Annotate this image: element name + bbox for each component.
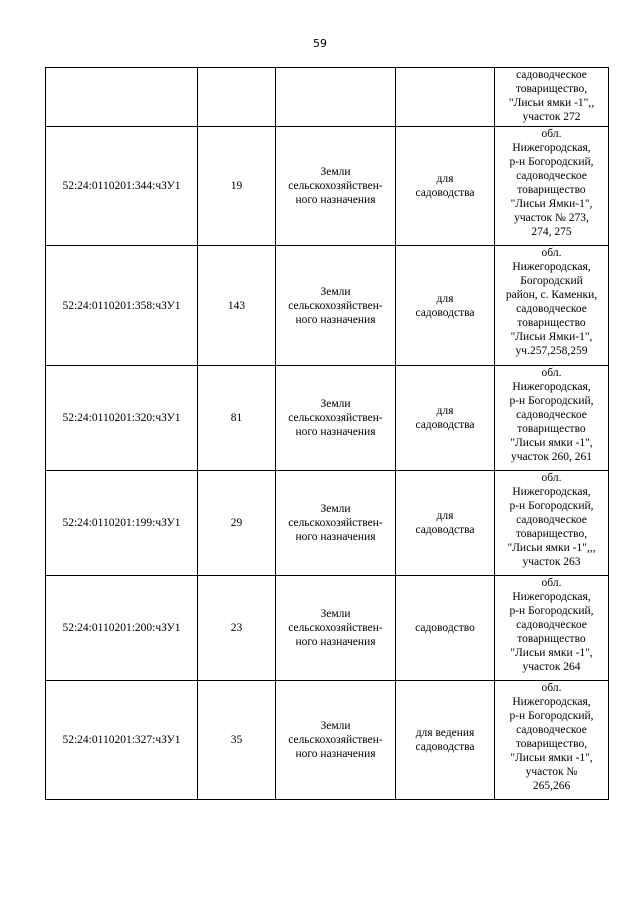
address-line: "Лисьи ямки -1",,, — [507, 542, 596, 554]
address-line: садоводческое — [516, 514, 587, 526]
category-line: сельскохозяйствен- — [288, 180, 383, 192]
use-cell — [396, 366, 495, 471]
category-cell — [276, 366, 396, 471]
category-line: сельскохозяйствен- — [288, 622, 383, 634]
category-line: Земли — [320, 608, 351, 620]
address-line: "Лисьи ямки -1", — [510, 752, 593, 764]
address-line: "Лисьи ямки -1", — [510, 437, 593, 449]
use-cell — [396, 471, 495, 576]
cadastral-line: 52:24:0110201:200:чЗУ1 — [62, 622, 181, 634]
area-cell — [198, 681, 276, 800]
address-cell — [495, 576, 609, 681]
address-line: обл. — [541, 472, 562, 484]
cadastral-cell — [46, 576, 198, 681]
address-line: участок 260, 261 — [510, 451, 593, 463]
use-line: садоводства — [415, 306, 475, 319]
category-cell — [276, 246, 396, 366]
area-line: 143 — [227, 299, 246, 312]
category-cell — [276, 471, 396, 576]
address-line: "Лисьи Ямки-1", — [510, 198, 593, 210]
table-row — [46, 576, 609, 681]
area-line: 23 — [230, 622, 243, 634]
category-cell — [276, 576, 396, 681]
address-line: участок 264 — [522, 661, 581, 673]
use-line: для — [436, 510, 454, 522]
cadastral-cell — [46, 681, 198, 800]
address-line: садоводческое — [516, 69, 587, 81]
category-line: ного назначения — [295, 748, 376, 760]
address-line: участок № — [525, 766, 578, 778]
category-line: сельскохозяйствен- — [288, 412, 383, 424]
address-cell — [495, 681, 609, 800]
area-cell — [198, 471, 276, 576]
address-line: р-н Богородский, — [509, 156, 594, 168]
category-line: ного назначения — [295, 426, 376, 438]
address-line: товарищество, — [515, 738, 588, 750]
address-line: садоводческое — [516, 303, 587, 315]
area-line: 81 — [230, 412, 243, 424]
category-line: Земли — [320, 398, 351, 410]
category-line: ного назначения — [295, 531, 376, 543]
use-line: садоводства — [415, 187, 475, 199]
address-line: обл. — [541, 367, 562, 379]
address-line: "Лисьи Ямки-1", — [510, 331, 593, 343]
use-line: для — [436, 173, 454, 185]
category-cell — [276, 68, 396, 127]
cadastral-line: 52:24:0110201:320:чЗУ1 — [62, 412, 181, 424]
address-line: садоводческое — [516, 170, 587, 182]
category-line: сельскохозяйствен- — [288, 299, 383, 312]
use-cell — [396, 246, 495, 366]
use-line: для — [436, 405, 454, 417]
area-cell — [198, 127, 276, 246]
cadastral-line: 52:24:0110201:344:чЗУ1 — [62, 180, 181, 192]
use-line: для — [436, 292, 454, 305]
address-line: Нижегородская, — [512, 696, 591, 708]
address-line: 274, 275 — [531, 226, 572, 238]
area-line: 19 — [230, 180, 243, 192]
address-line: Богородский — [520, 275, 583, 287]
address-line: товарищество, — [515, 83, 588, 95]
area-cell — [198, 246, 276, 366]
address-line: участок 263 — [522, 556, 581, 568]
address-line: обл. — [541, 247, 562, 259]
use-cell — [396, 576, 495, 681]
category-line: Земли — [320, 720, 351, 732]
address-line: товарищество — [517, 184, 586, 196]
address-line: р-н Богородский, — [509, 605, 594, 617]
cadastral-cell — [46, 68, 198, 127]
cadastral-line: 52:24:0110201:358:чЗУ1 — [62, 299, 181, 312]
address-line: обл. — [541, 577, 562, 589]
table-row — [46, 246, 609, 366]
use-line: садоводства — [415, 524, 475, 536]
address-line: 265,266 — [532, 780, 571, 792]
cadastral-line: 52:24:0110201:327:чЗУ1 — [62, 734, 181, 746]
area-line: 29 — [230, 517, 243, 529]
address-line: товарищество — [517, 423, 586, 435]
table-row-continuation — [46, 68, 609, 127]
address-cell — [495, 68, 609, 127]
cadastral-cell — [46, 127, 198, 246]
use-cell — [396, 127, 495, 246]
category-line: Земли — [320, 285, 351, 298]
table-row — [46, 366, 609, 471]
table-row — [46, 681, 609, 800]
category-line: сельскохозяйствен- — [288, 517, 383, 529]
area-cell — [198, 576, 276, 681]
address-line: обл. — [541, 128, 562, 140]
cadastral-cell — [46, 471, 198, 576]
use-cell — [396, 681, 495, 800]
address-line: "Лисьи ямки -1", — [510, 647, 593, 659]
address-line: уч.257,258,259 — [515, 345, 588, 357]
area-line: 35 — [230, 734, 243, 746]
address-line: р-н Богородский, — [509, 500, 594, 512]
area-cell — [198, 68, 276, 127]
category-line: ного назначения — [295, 636, 376, 648]
address-line: товарищество — [517, 633, 586, 645]
use-line: садоводства — [415, 741, 475, 753]
address-cell — [495, 366, 609, 471]
address-cell — [495, 127, 609, 246]
use-line: садоводство — [415, 622, 475, 634]
address-cell — [495, 471, 609, 576]
category-cell — [276, 681, 396, 800]
address-line: Нижегородская, — [512, 142, 591, 154]
address-line: р-н Богородский, — [509, 395, 594, 407]
table-row — [46, 471, 609, 576]
category-line: ного назначения — [295, 313, 376, 326]
address-line: "Лисьи ямки -1",, — [508, 97, 595, 109]
area-cell — [198, 366, 276, 471]
category-cell — [276, 127, 396, 246]
use-line: садоводства — [415, 419, 475, 431]
address-line: Нижегородская, — [512, 261, 591, 273]
address-line: садоводческое — [516, 724, 587, 736]
cadastral-line: 52:24:0110201:199:чЗУ1 — [62, 517, 181, 529]
category-line: сельскохозяйствен- — [288, 734, 383, 746]
category-line: Земли — [320, 503, 351, 515]
address-cell — [495, 246, 609, 366]
address-line: Нижегородская, — [512, 591, 591, 603]
address-line: Нижегородская, — [512, 486, 591, 498]
cadastral-cell — [46, 246, 198, 366]
category-line: ного назначения — [295, 194, 376, 206]
address-line: участок № 273, — [514, 212, 589, 224]
address-line: Нижегородская, — [512, 381, 591, 393]
use-cell — [396, 68, 495, 127]
address-line: садоводческое — [516, 619, 587, 631]
address-line: участок 272 — [522, 111, 581, 123]
address-line: обл. — [541, 682, 562, 694]
address-line: садоводческое — [516, 409, 587, 421]
cadastral-cell — [46, 366, 198, 471]
category-line: Земли — [320, 166, 351, 178]
use-line: для ведения — [415, 727, 475, 739]
address-line: район, с. Каменки, — [505, 289, 598, 301]
page-number: 59 — [313, 37, 327, 50]
address-line: р-н Богородский, — [509, 710, 594, 722]
table-row — [46, 127, 609, 246]
address-line: товарищество — [517, 317, 586, 329]
address-line: товарищество, — [515, 528, 588, 540]
land-plots-table — [45, 67, 609, 800]
